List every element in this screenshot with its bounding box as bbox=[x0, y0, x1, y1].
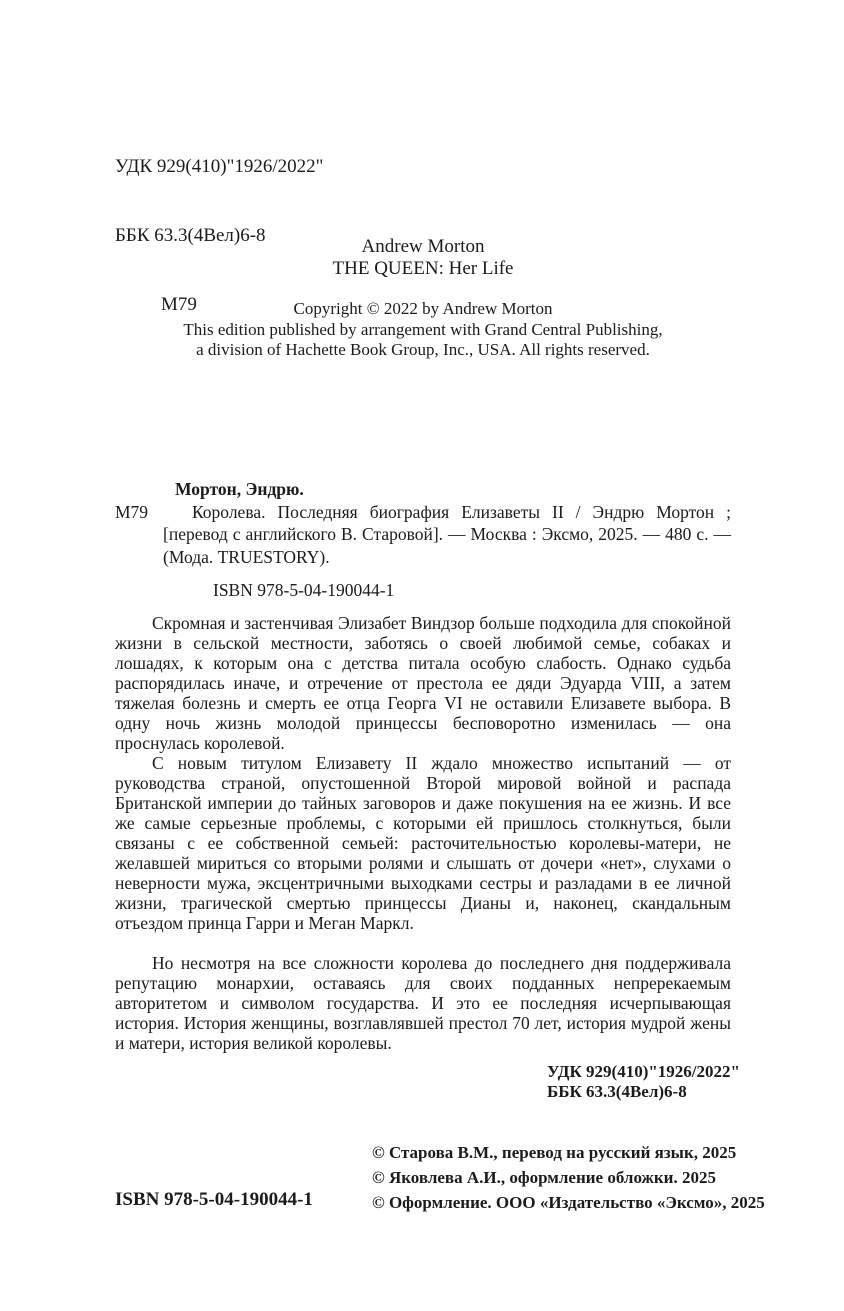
translation-credit: © Старова В.М., перевод на русский язык, 2025 bbox=[372, 1143, 737, 1162]
bbk-code-top: ББК 63.3(4Вел)6-8 bbox=[115, 225, 266, 246]
isbn-bottom: ISBN 978-5-04-190044-1 bbox=[115, 1189, 313, 1210]
original-author: Andrew Morton bbox=[361, 236, 485, 257]
bib-description: Королева. Последняя биография Елизаветы II / Эндрю Мортон ; [перевод с английского В. Старовой]. — Москва : Эксмо, 2025. — 480 с. — (Мода. TRUESTORY). bbox=[163, 501, 731, 567]
udk-code-top: УДК 929(410)"1926/2022" bbox=[115, 156, 324, 177]
publisher-credit: © Оформление. ООО «Издательство «Эксмо», 2025 bbox=[372, 1193, 765, 1212]
bib-author-sign: М79 bbox=[115, 501, 149, 522]
original-title-block bbox=[115, 236, 731, 279]
bibliographic-entry bbox=[115, 478, 731, 602]
author-sign-top: М79 bbox=[161, 294, 197, 315]
bottom-classification-codes bbox=[547, 1062, 740, 1102]
bib-author-header: Мортон, Эндрю. bbox=[175, 479, 304, 499]
bib-description-row bbox=[115, 501, 731, 569]
english-copyright-block bbox=[57, 299, 789, 361]
copyright-credits-block bbox=[372, 1140, 765, 1215]
cover-design-credit: © Яковлева А.И., оформление обложки. 2025 bbox=[372, 1168, 716, 1187]
copyright-line-2: This edition published by arrangement with Grand Central Publishing, bbox=[183, 319, 663, 339]
copyright-line-3: a division of Hachette Book Group, Inc., USA. All rights reserved. bbox=[196, 340, 650, 359]
annotation-paragraph-1: Скромная и застенчивая Элизабет Виндзор больше подходила для спокойной жизни в сельской местности, заботясь о своей любимой семье, собаках и лошадях, к которым она с детства питала особую слабость. Однако судьба распорядилась иначе, и отречение от престола ее дяди Эдуарда VIII, а затем тяжелая болезнь и смерть ее отца Георга VI не оставили Елизавете выбора. В одну ночь жизнь молодой принцессы бесповоротно изменилась — она проснулась королевой. bbox=[115, 613, 731, 753]
udk-code-bottom: УДК 929(410)"1926/2022" bbox=[547, 1062, 740, 1081]
annotation-paragraph-2: С новым титулом Елизавету II ждало множество испытаний — от руководства страной, опустошенной Второй мировой войной и распада Британской империи до тайных заговоров и даже покушения на ее жизнь. И все же самые серьезные проблемы, с которыми ей пришлось столкнуться, были связаны с ее собственной семьей: расточительностью королевы-матери, не желавшей мириться со вторыми ролями и слышать от дочери «нет», слухами о неверности мужа, эксцентричными выходками сестры и разладами в ее личной жизни, трагической смертью принцессы Дианы и, наконец, скандальным отъездом принца Гарри и Меган Маркл. bbox=[115, 753, 731, 933]
original-title: THE QUEEN: Her Life bbox=[332, 257, 514, 279]
isbn-mid: ISBN 978-5-04-190044-1 bbox=[213, 580, 395, 600]
copyright-line-1: Copyright © 2022 by Andrew Morton bbox=[293, 299, 553, 318]
annotation-paragraph-3: Но несмотря на все сложности королева до последнего дня поддерживала репутацию монархии, оставаясь для своих подданных непререкаемым авторитетом и символом государства. И это ее последняя исчерпывающая история. История женщины, возглавлявшей престол 70 лет, история мудрой жены и матери, история великой королевы. bbox=[115, 953, 731, 1053]
bbk-code-bottom: ББК 63.3(4Вел)6-8 bbox=[547, 1082, 687, 1101]
